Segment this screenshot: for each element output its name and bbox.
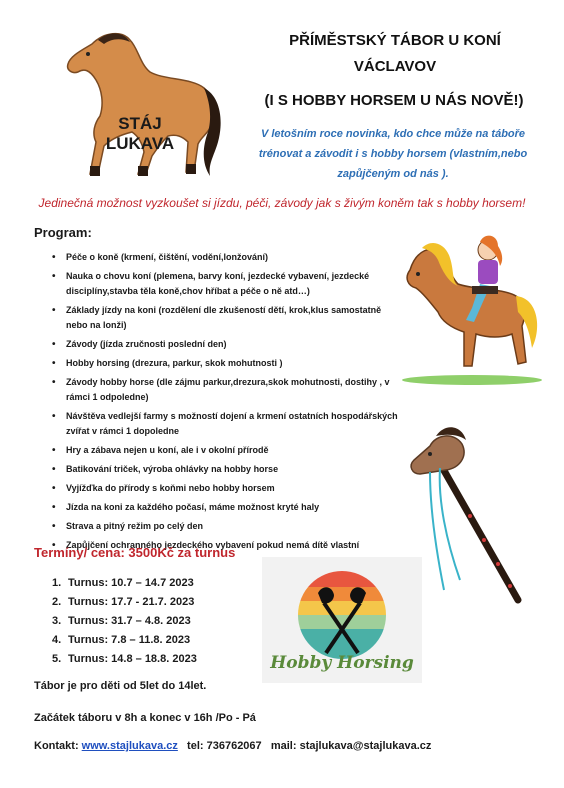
turnus-item [52,631,197,650]
program-item: • Nauka o chovu koní (plemena, barvy koní, jezdecké vybavení, jezdecké disciplíny,stavba těla koně,chov hříbat a péče o ně atd…) [52,269,402,299]
turnus-number: 1. [52,577,62,589]
turnus-item [52,593,197,612]
rider-on-horse-illustration [392,230,548,388]
turnus-text: Turnus: 14.8 – 18.8. 2023 [68,653,197,665]
program-heading: Program: [34,225,92,240]
program-item: • Jízda na koni za každého počasí, máme možnost kryté haly [52,500,402,515]
program-item: • Hry a zábava nejen u koní, ale i v okolní přírodě [52,443,402,458]
program-item: • Základy jízdy na koni (rozdělení dle zkušeností dětí, krok,klus samostatně nebo na lonži) [52,303,402,333]
turnus-number: 2. [52,596,62,608]
program-item: • Zapůjčení ochranného jezdeckého vybavení pokud nemá dítě vlastní [52,538,402,553]
program-item: • Návštěva vedlejší farmy s možností dojení a krmení ostatních hospodářských zvířat v rámci 1 dopoledne [52,409,402,439]
terms-heading: Termíny/ cena: 3500Kč za turnus [34,545,236,560]
website-link[interactable]: www.stajlukava.cz [81,740,178,752]
turnus-text: Turnus: 17.7 - 21.7. 2023 [68,596,195,608]
turnus-text: Turnus: 7.8 – 11.8. 2023 [68,634,191,646]
email-address: mail: stajlukava@stajlukava.cz [270,740,432,752]
phone-number: tel: 736762067 [187,740,262,752]
turnus-item [52,650,197,669]
contact-line [34,740,431,752]
program-item: • Péče o koně (krmení, čištění, vodění,lonžování) [52,250,402,265]
program-item: • Závody hobby horse (dle zájmu parkur,drezura,skok mohutnosti, dostihy , v rámci 1 odpoledne) [52,375,402,405]
turnus-text: Turnus: 10.7 – 14.7 2023 [68,577,194,589]
page-title-hobby: (I S HOBBY HORSEM U NÁS NOVĚ!) [264,92,524,109]
turnus-number: 4. [52,634,62,646]
turnus-number: 5. [52,653,62,665]
subtitle-line-1: V letošním roce novinka, kdo chce může na táboře [260,128,526,140]
program-item: • Vyjížďka do přírody s koňmi nebo hobby horsem [52,481,402,496]
tagline: Jedinečná možnost vyzkoušet si jízdu, péči, závody jak s živým koněm tak s hobby horsem! [38,196,526,210]
program-list [52,250,402,557]
page-title-location: VÁCLAVOV [353,58,437,75]
contact-label: Kontakt: [34,740,79,752]
program-item: • Hobby horsing (drezura, parkur, skok mohutnosti ) [52,356,402,371]
logo-line-lukava: LUKAVA [105,134,175,153]
time-info: Začátek táboru v 8h a konec v 16h /Po - Pá [34,712,256,724]
turnus-list [52,574,197,669]
hobby-horsing-logo [262,557,422,683]
subtitle-line-2: trénovat a závodit i s hobby horsem (vlastním,nebo [258,148,528,160]
program-item: • Batikování triček, výroba ohlávky na hobby horse [52,462,402,477]
turnus-number: 3. [52,615,62,627]
turnus-item [52,574,197,593]
age-info: Tábor je pro děti od 5let do 14let. [34,680,207,692]
page-title: PŘÍMĚSTSKÝ TÁBOR U KONÍ [289,32,501,49]
turnus-text: Turnus: 31.7 – 4.8. 2023 [68,615,191,627]
program-item: • Strava a pitný režim po celý den [52,519,402,534]
hobby-horsing-logo-text: Hobby Horsing [270,653,414,673]
turnus-item [52,612,197,631]
staj-lukava-logo [52,24,232,184]
program-item: • Závody (jízda zručnosti poslední den) [52,337,402,352]
subtitle-line-3: zapůjčeným od nás ). [337,168,449,180]
logo-line-staj: STÁJ [118,114,162,133]
